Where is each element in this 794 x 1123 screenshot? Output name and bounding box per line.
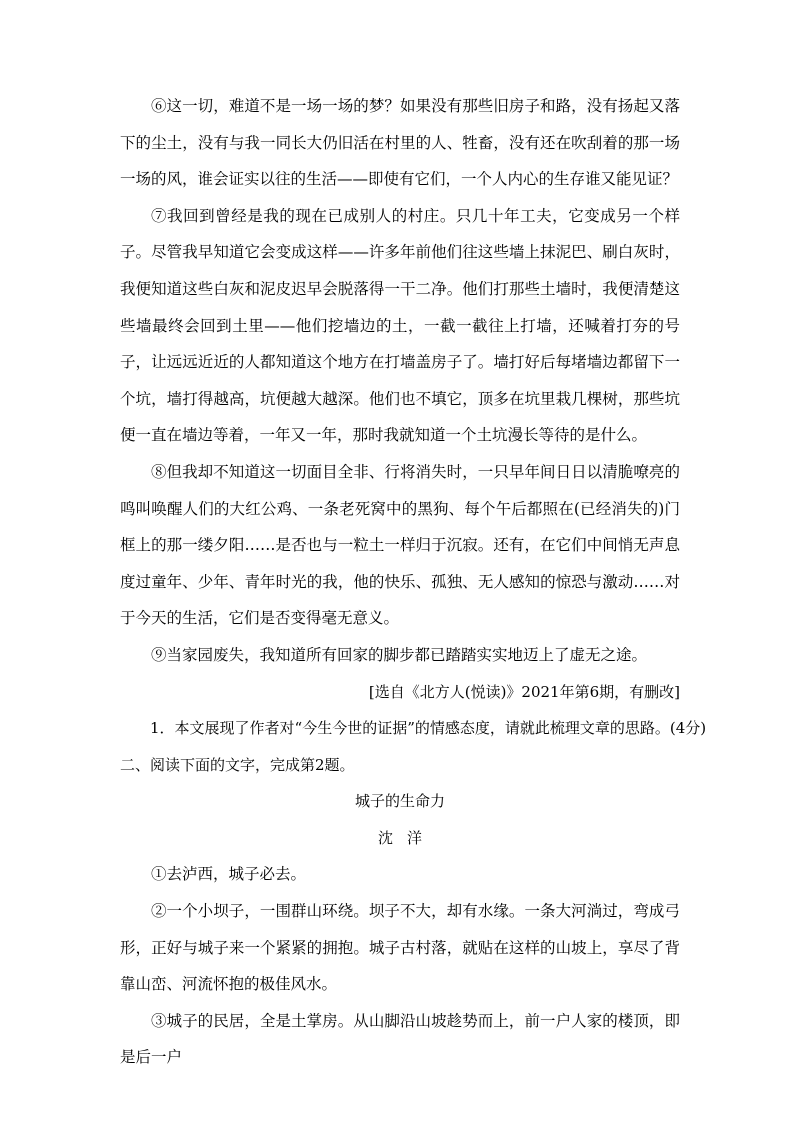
document-page [120,88,707,1076]
source-citation: [选自《北方人(悦读)》2021年第6期，有删改] [368,682,680,701]
article-paragraph-1: ①去泸西，城子必去。 [151,865,307,884]
paragraph-8: ⑧但我却不知道这一切面目全非、行将消失时，一只早年间日日以清脆嘹亮的鸣叫唤醒人们的大红公鸡、一条老死窝中的黑狗、每个午后都照在(已经消失的)门框上的那一缕夕阳……是否也与一粒土一样归于沉寂。还有，在它们中间悄无声息度过童年、少年、青年时光的我，他的快乐、孤独、无人感知的惊恐与激动……对于今天的生活，它们是否变得毫无意义。 [120,462,680,628]
article-title: 城子的生命力 [354,792,445,811]
article-paragraph-3: ③城子的民居，全是土掌房。从山脚沿山坡趁势而上，前一户人家的楼顶，即是后一户 [120,1011,680,1067]
article-author-line [120,820,680,857]
section-heading: 二、阅读下面的文字，完成第2题。 [120,755,355,774]
paragraph-9: ⑨当家园废失，我知道所有回家的脚步都已踏踏实实地迈上了虚无之途。 [151,645,648,664]
article-paragraph-2: ②一个小坝子，一围群山环绕。坝子不大，却有水缘。一条大河淌过，弯成弓形，正好与城子来一个紧紧的拥抱。城子古村落，就贴在这样的山坡上，享尽了背靠山峦、河流怀抱的极佳风水。 [120,902,680,994]
question-1: 1．本文展现了作者对“今生今世的证据”的情感态度，请就此梳理文章的思路。(4分) [150,719,707,738]
paragraph-7: ⑦我回到曾经是我的现在已成别人的村庄。只几十年工夫，它变成另一个样子。尽管我早知道它会变成这样——许多年前他们往这些墙上抹泥巴、刷白灰时，我便知道这些白灰和泥皮迟早会脱落得一干二净。他们打那些土墙时，我便清楚这些墙最终会回到土里——他们挖墙边的土，一截一截往上打墙，还喊着打夯的号子，让远远近近的人都知道这个地方在打墙盖房子了。墙打好后每堵墙边都留下一个坑，墙打得越高，坑便越大越深。他们也不填它，顶多在坑里栽几棵树，那些坑便一直在墙边等着，一年又一年，那时我就知道一个土坑漫长等待的是什么。 [120,206,680,445]
article-author: 沈洋 [377,828,436,847]
paragraph-6: ⑥这一切，难道不是一场一场的梦？如果没有那些旧房子和路，没有扬起又落下的尘土，没有与我一同长大仍旧活在村里的人、牲畜，没有还在吹刮着的那一场一场的风，谁会证实以往的生活——即使有它们，一个人内心的生存谁又能见证？ [120,97,680,189]
